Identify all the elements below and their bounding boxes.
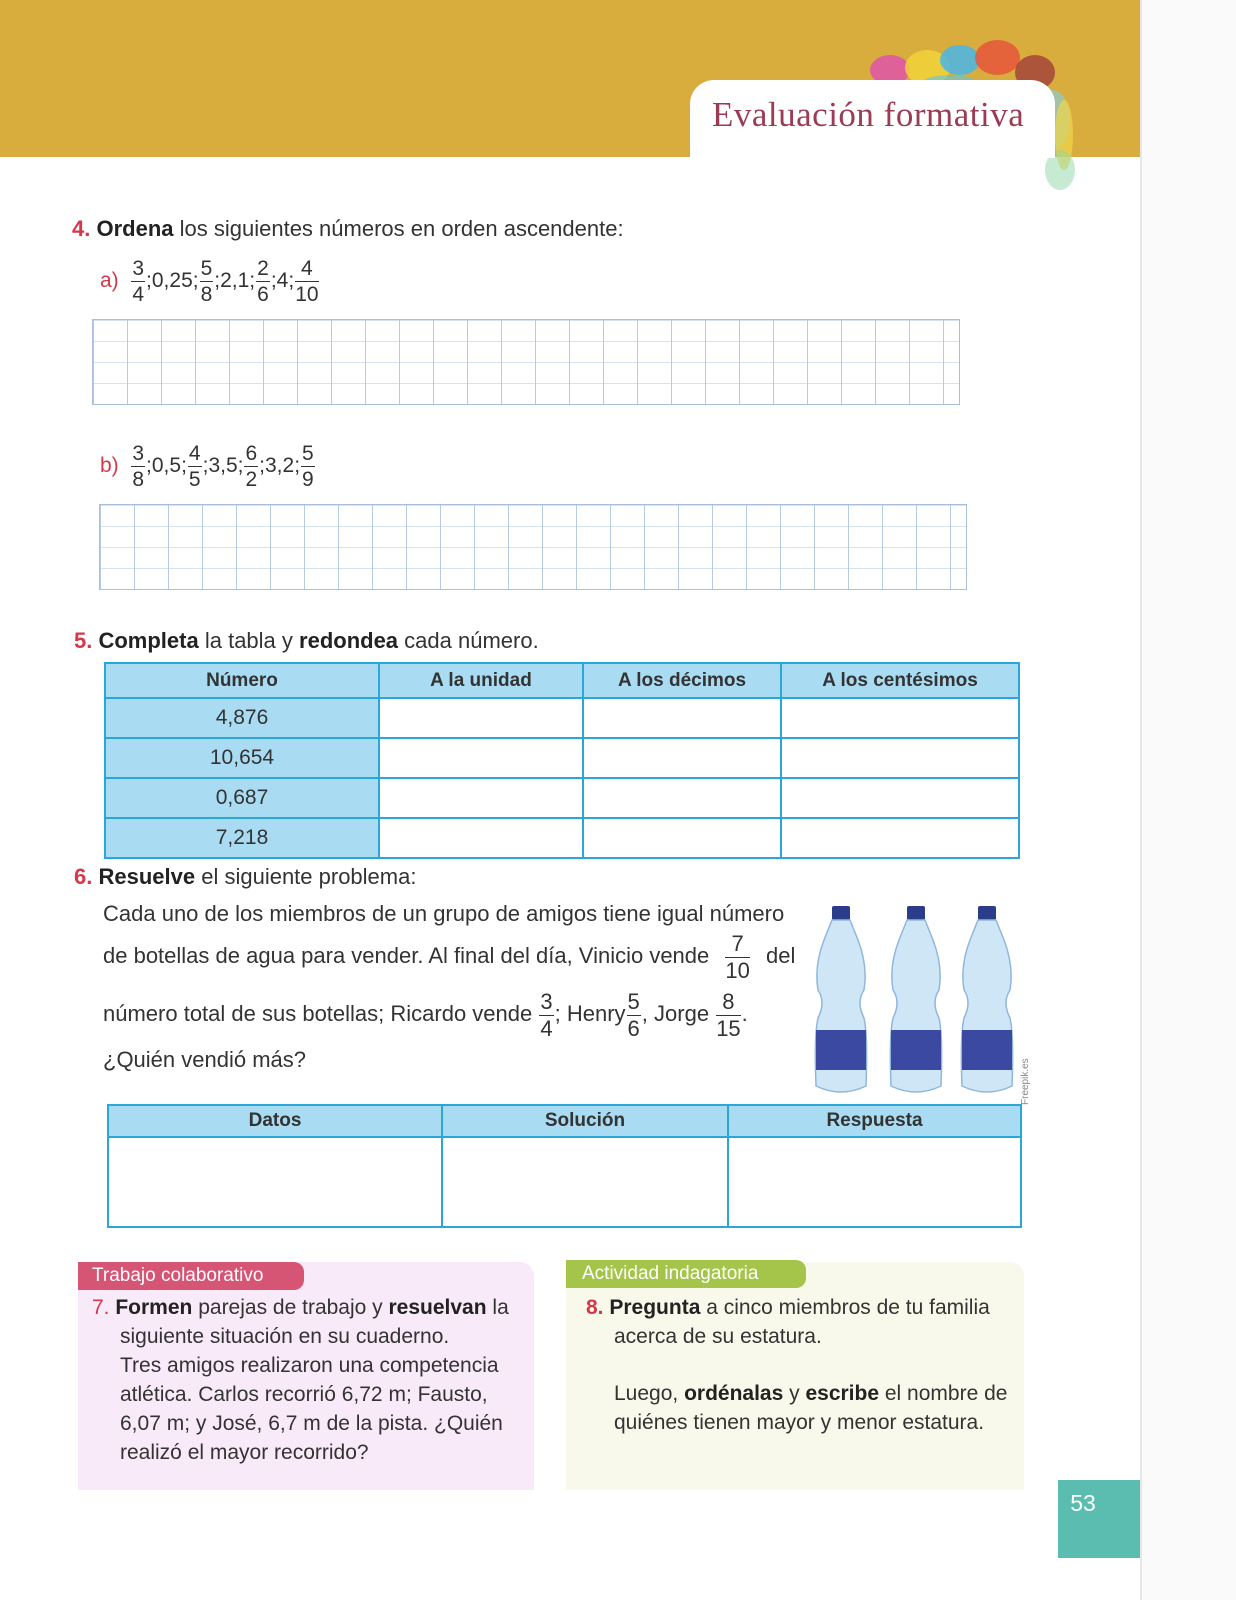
fraction: $\frac{6}{2}$ — [245, 442, 258, 491]
respuesta-cell[interactable] — [728, 1137, 1021, 1227]
question-8-line-3 — [586, 1379, 1016, 1408]
number-cell: 4,876 — [105, 698, 379, 738]
question-8-line-1 — [586, 1293, 1016, 1322]
answer-cell[interactable] — [583, 698, 781, 738]
question-number: 7. — [92, 1296, 110, 1319]
answer-cell[interactable] — [379, 778, 583, 818]
question-number: 4. — [72, 216, 91, 241]
column-header: A la unidad — [379, 663, 583, 698]
answer-cell[interactable] — [379, 738, 583, 778]
question-7-line: 6,07 m; y José, 6,7 m de la pista. ¿Quién — [120, 1412, 503, 1435]
answer-cell[interactable] — [583, 778, 781, 818]
datos-cell[interactable] — [108, 1137, 442, 1227]
text-span: el nombre de — [879, 1382, 1008, 1405]
answer-cell[interactable] — [379, 698, 583, 738]
column-header: Solución — [442, 1105, 728, 1137]
instruction-verb: ordénalas — [684, 1382, 784, 1405]
sequence-separator: ;2,1; — [214, 269, 256, 293]
water-bottle-image — [887, 906, 945, 1094]
column-header: Datos — [108, 1105, 442, 1137]
problem-line-2 — [103, 932, 795, 982]
question-8-line: acerca de su estatura. — [614, 1325, 822, 1348]
question-6-prompt — [74, 864, 416, 890]
instruction-verb: Formen — [115, 1296, 193, 1319]
text-span: de botellas de agua para vender. Al final del día, Vinicio vende — [103, 943, 710, 968]
column-header: Número — [105, 663, 379, 698]
page-number: 53 — [1070, 1490, 1096, 1516]
fraction: $\frac{3}{4}$ — [132, 257, 145, 306]
table-row — [105, 778, 1019, 818]
question-7-line: Tres amigos realizaron una competencia — [120, 1354, 499, 1377]
instruction-verb: Completa — [98, 628, 199, 653]
question-text: el siguiente problema: — [195, 864, 417, 889]
problem-line-1: Cada uno de los miembros de un grupo de amigos tiene igual número — [103, 901, 785, 926]
text-span: , Jorge — [641, 1001, 710, 1026]
sequence-separator: ;4; — [270, 269, 295, 293]
column-header: A los centésimos — [781, 663, 1019, 698]
text-span: del — [766, 943, 796, 968]
sequence-b — [100, 443, 316, 490]
number-cell: 10,654 — [105, 738, 379, 778]
image-credit: Freepik.es — [1020, 1058, 1031, 1105]
text-span: y — [783, 1382, 806, 1405]
page-edge-line — [1140, 0, 1142, 1600]
instruction-verb: escribe — [805, 1382, 880, 1405]
spacer — [586, 1351, 1016, 1379]
number-cell: 7,218 — [105, 818, 379, 858]
question-7-line: siguiente situación en su cuaderno. — [120, 1325, 450, 1348]
text-span: ; Henry — [554, 1001, 626, 1026]
text-span: parejas de trabajo y — [192, 1296, 389, 1319]
solution-table — [107, 1104, 1022, 1228]
fraction: $\frac{4}{10}$ — [295, 257, 319, 306]
problem-question: ¿Quién vendió más? — [103, 1047, 306, 1072]
answer-cell[interactable] — [379, 818, 583, 858]
question-text: los siguientes números en orden ascendente: — [173, 216, 624, 241]
answer-cell[interactable] — [781, 818, 1019, 858]
page-title: Evaluación formativa — [712, 95, 1025, 134]
sequence-a — [100, 258, 320, 305]
question-8-line: quiénes tienen mayor y menor estatura. — [614, 1411, 985, 1434]
fraction: $\frac{5}{9}$ — [302, 442, 314, 491]
question-7-line-1 — [92, 1293, 522, 1322]
fraction: $\frac{2}{6}$ — [257, 257, 269, 306]
fraction: $\frac{3}{8}$ — [132, 442, 145, 491]
table-header-row — [105, 663, 1019, 698]
answer-cell[interactable] — [781, 778, 1019, 818]
question-7-line: realizó el mayor recorrido? — [120, 1441, 369, 1464]
answer-cell[interactable] — [781, 698, 1019, 738]
table-row — [108, 1137, 1021, 1227]
answer-cell[interactable] — [583, 738, 781, 778]
instruction-verb: Resuelve — [98, 864, 196, 889]
problem-line-3 — [103, 990, 748, 1040]
sequence-separator: ;3,5; — [202, 454, 244, 478]
page-margin — [1140, 0, 1236, 1600]
sequence-separator: ;0,5; — [146, 454, 187, 478]
question-number: 5. — [74, 628, 93, 653]
table-header-row — [108, 1105, 1021, 1137]
question-4-prompt — [72, 216, 624, 242]
text-span: número total de sus botellas; Ricardo vende — [103, 1001, 533, 1026]
fraction: $\frac{5}{8}$ — [200, 257, 213, 306]
fraction-ricardo: $\frac{3}{4}$ — [540, 988, 553, 1041]
sequence-separator: ;3,2; — [259, 454, 301, 478]
table-row — [105, 738, 1019, 778]
answer-cell[interactable] — [781, 738, 1019, 778]
instruction-verb: Pregunta — [609, 1296, 701, 1319]
question-text: cada número. — [398, 628, 539, 653]
item-label: a) — [100, 269, 119, 293]
water-bottle-image — [812, 906, 870, 1094]
table-row — [105, 818, 1019, 858]
fraction-henry: $\frac{5}{6}$ — [627, 988, 640, 1041]
question-5-prompt — [74, 628, 539, 654]
text-span: . — [741, 1001, 748, 1026]
rounding-table — [104, 662, 1020, 859]
inquiry-activity-tag: Actividad indagatoria — [566, 1260, 806, 1288]
text-span: la — [486, 1296, 509, 1319]
column-header: Respuesta — [728, 1105, 1021, 1137]
text-span: Luego, — [614, 1382, 685, 1405]
instruction-verb: redondea — [299, 628, 399, 653]
instruction-verb: Ordena — [96, 216, 174, 241]
answer-grid-a[interactable] — [92, 319, 960, 405]
question-number: 8. — [586, 1296, 604, 1319]
text-span: a cinco miembros de tu familia — [700, 1296, 990, 1319]
question-8 — [586, 1293, 1016, 1437]
fraction-jorge: $\frac{8}{15}$ — [716, 988, 741, 1041]
answer-cell[interactable] — [583, 818, 781, 858]
answer-grid-b[interactable] — [99, 504, 967, 590]
column-header: A los décimos — [583, 663, 781, 698]
solucion-cell[interactable] — [442, 1137, 728, 1227]
sequence-separator: ;0,25; — [146, 269, 199, 293]
fraction-vinicio: $\frac{7}{10}$ — [725, 930, 750, 983]
question-7-line: atlética. Carlos recorrió 6,72 m; Fausto, — [120, 1383, 488, 1406]
number-cell: 0,687 — [105, 778, 379, 818]
water-bottle-image — [958, 906, 1016, 1094]
instruction-verb: resuelvan — [388, 1296, 487, 1319]
question-text: la tabla y — [198, 628, 300, 653]
question-7 — [92, 1293, 522, 1467]
fraction: $\frac{4}{5}$ — [188, 442, 201, 491]
table-row — [105, 698, 1019, 738]
collaborative-work-tag: Trabajo colaborativo — [78, 1262, 304, 1290]
item-label: b) — [100, 454, 119, 478]
question-number: 6. — [74, 864, 93, 889]
